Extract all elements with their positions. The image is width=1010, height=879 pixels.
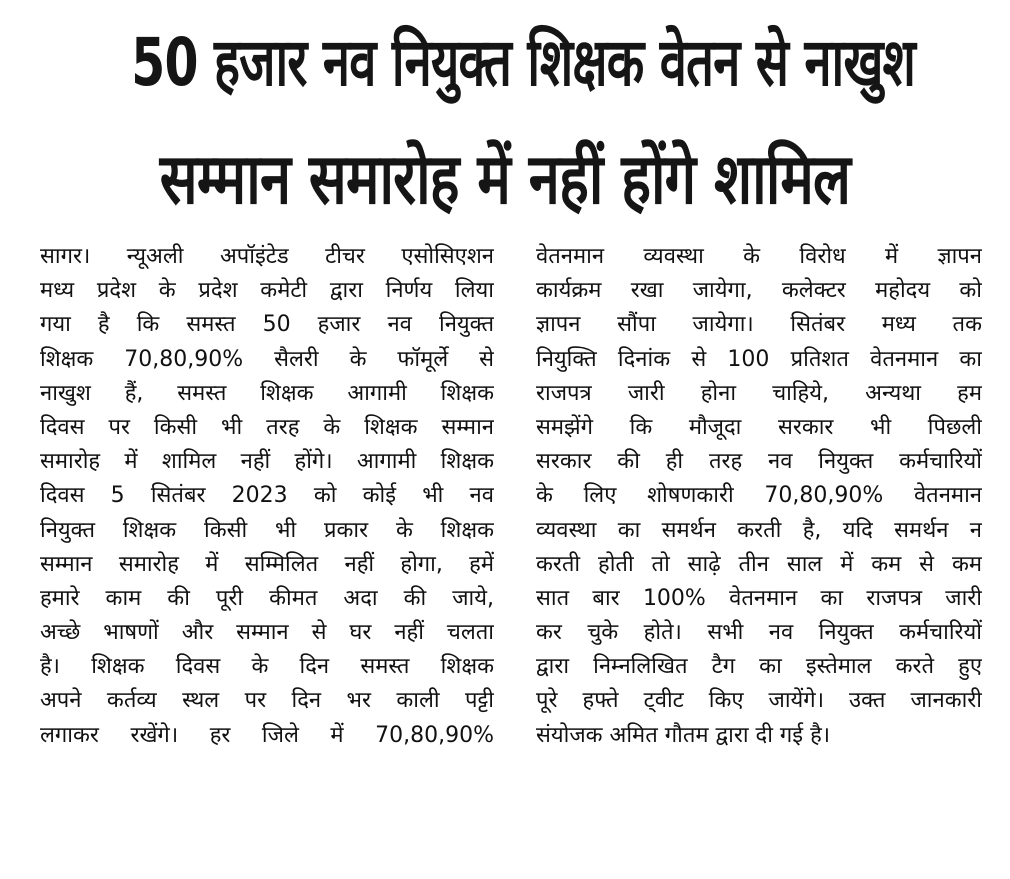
column-line: व्यवस्था का समर्थन करती है, यदि समर्थन न <box>536 517 982 543</box>
column-line: नियुक्त शिक्षक किसी भी प्रकार के शिक्षक <box>40 517 494 543</box>
column-line: समारोह में शामिल नहीं होंगे। आगामी शिक्षक <box>40 449 494 475</box>
article-column-right <box>536 240 982 860</box>
column-line: नाखुश हैं, समस्त शिक्षक आगामी शिक्षक <box>40 380 494 406</box>
column-line: सागर। न्यूअली अपॉइंटेड टीचर एसोसिएशन <box>40 244 494 269</box>
column-line: सरकार की ही तरह नव नियुक्त कर्मचारियों <box>536 449 982 475</box>
column-line: गया है कि समस्त 50 हजार नव नियुक्त <box>40 312 494 338</box>
column-line: कार्यक्रम रखा जायेगा, कलेक्टर महोदय को <box>536 278 982 304</box>
column-line: दिवस 5 सितंबर 2023 को कोई भी नव <box>40 483 494 509</box>
column-line: है। शिक्षक दिवस के दिन समस्त शिक्षक <box>40 654 494 680</box>
column-line: पूरे हफ्ते ट्वीट किए जायेंगे। उक्त जानकारी <box>536 688 982 714</box>
column-line: मध्य प्रदेश के प्रदेश कमेटी द्वारा निर्णय लिया <box>40 278 494 304</box>
column-line: करती होती तो साढ़े तीन साल में कम से कम <box>536 551 982 577</box>
article-column-left <box>40 240 494 860</box>
column-line: नियुक्ति दिनांक से 100 प्रतिशत वेतनमान का <box>536 346 982 372</box>
column-line: दिवस पर किसी भी तरह के शिक्षक सम्मान <box>40 414 494 440</box>
column-line: वेतनमान व्यवस्था के विरोध में ज्ञापन <box>536 244 982 269</box>
column-line: सात बार 100% वेतनमान का राजपत्र जारी <box>536 585 982 611</box>
headline-line-2: सम्मान समारोह में नहीं होंगे शामिल <box>159 138 851 220</box>
column-line: संयोजक अमित गौतम द्वारा दी गई है। <box>536 722 831 748</box>
column-line: के लिए शोषणकारी 70,80,90% वेतनमान <box>536 483 982 509</box>
column-line: अपने कर्तव्य स्थल पर दिन भर काली पट्टी <box>40 688 494 714</box>
column-line: कर चुके होते। सभी नव नियुक्त कर्मचारियों <box>536 620 982 646</box>
column-line: द्वारा निम्नलिखित टैग का इस्तेमाल करते हुए <box>536 654 982 680</box>
column-line: हमारे काम की पूरी कीमत अदा की जाये, <box>40 585 494 611</box>
column-line: अच्छे भाषणों और सम्मान से घर नहीं चलता <box>40 620 494 646</box>
headline-line-1: 50 हजार नव नियुक्त शिक्षक वेतन से नाखुश <box>131 24 916 101</box>
column-line: समझेंगे कि मौजूदा सरकार भी पिछली <box>536 414 982 440</box>
column-line: सम्मान समारोह में सम्मिलित नहीं होगा, हमें <box>40 551 494 577</box>
column-line: शिक्षक 70,80,90% सैलरी के फॉमूर्ले से <box>40 346 494 372</box>
column-line: राजपत्र जारी होना चाहिये, अन्यथा हम <box>536 380 982 406</box>
column-line: लगाकर रखेंगे। हर जिले में 70,80,90% <box>40 722 494 748</box>
column-line: ज्ञापन सौंपा जायेगा। सितंबर मध्य तक <box>536 312 982 338</box>
